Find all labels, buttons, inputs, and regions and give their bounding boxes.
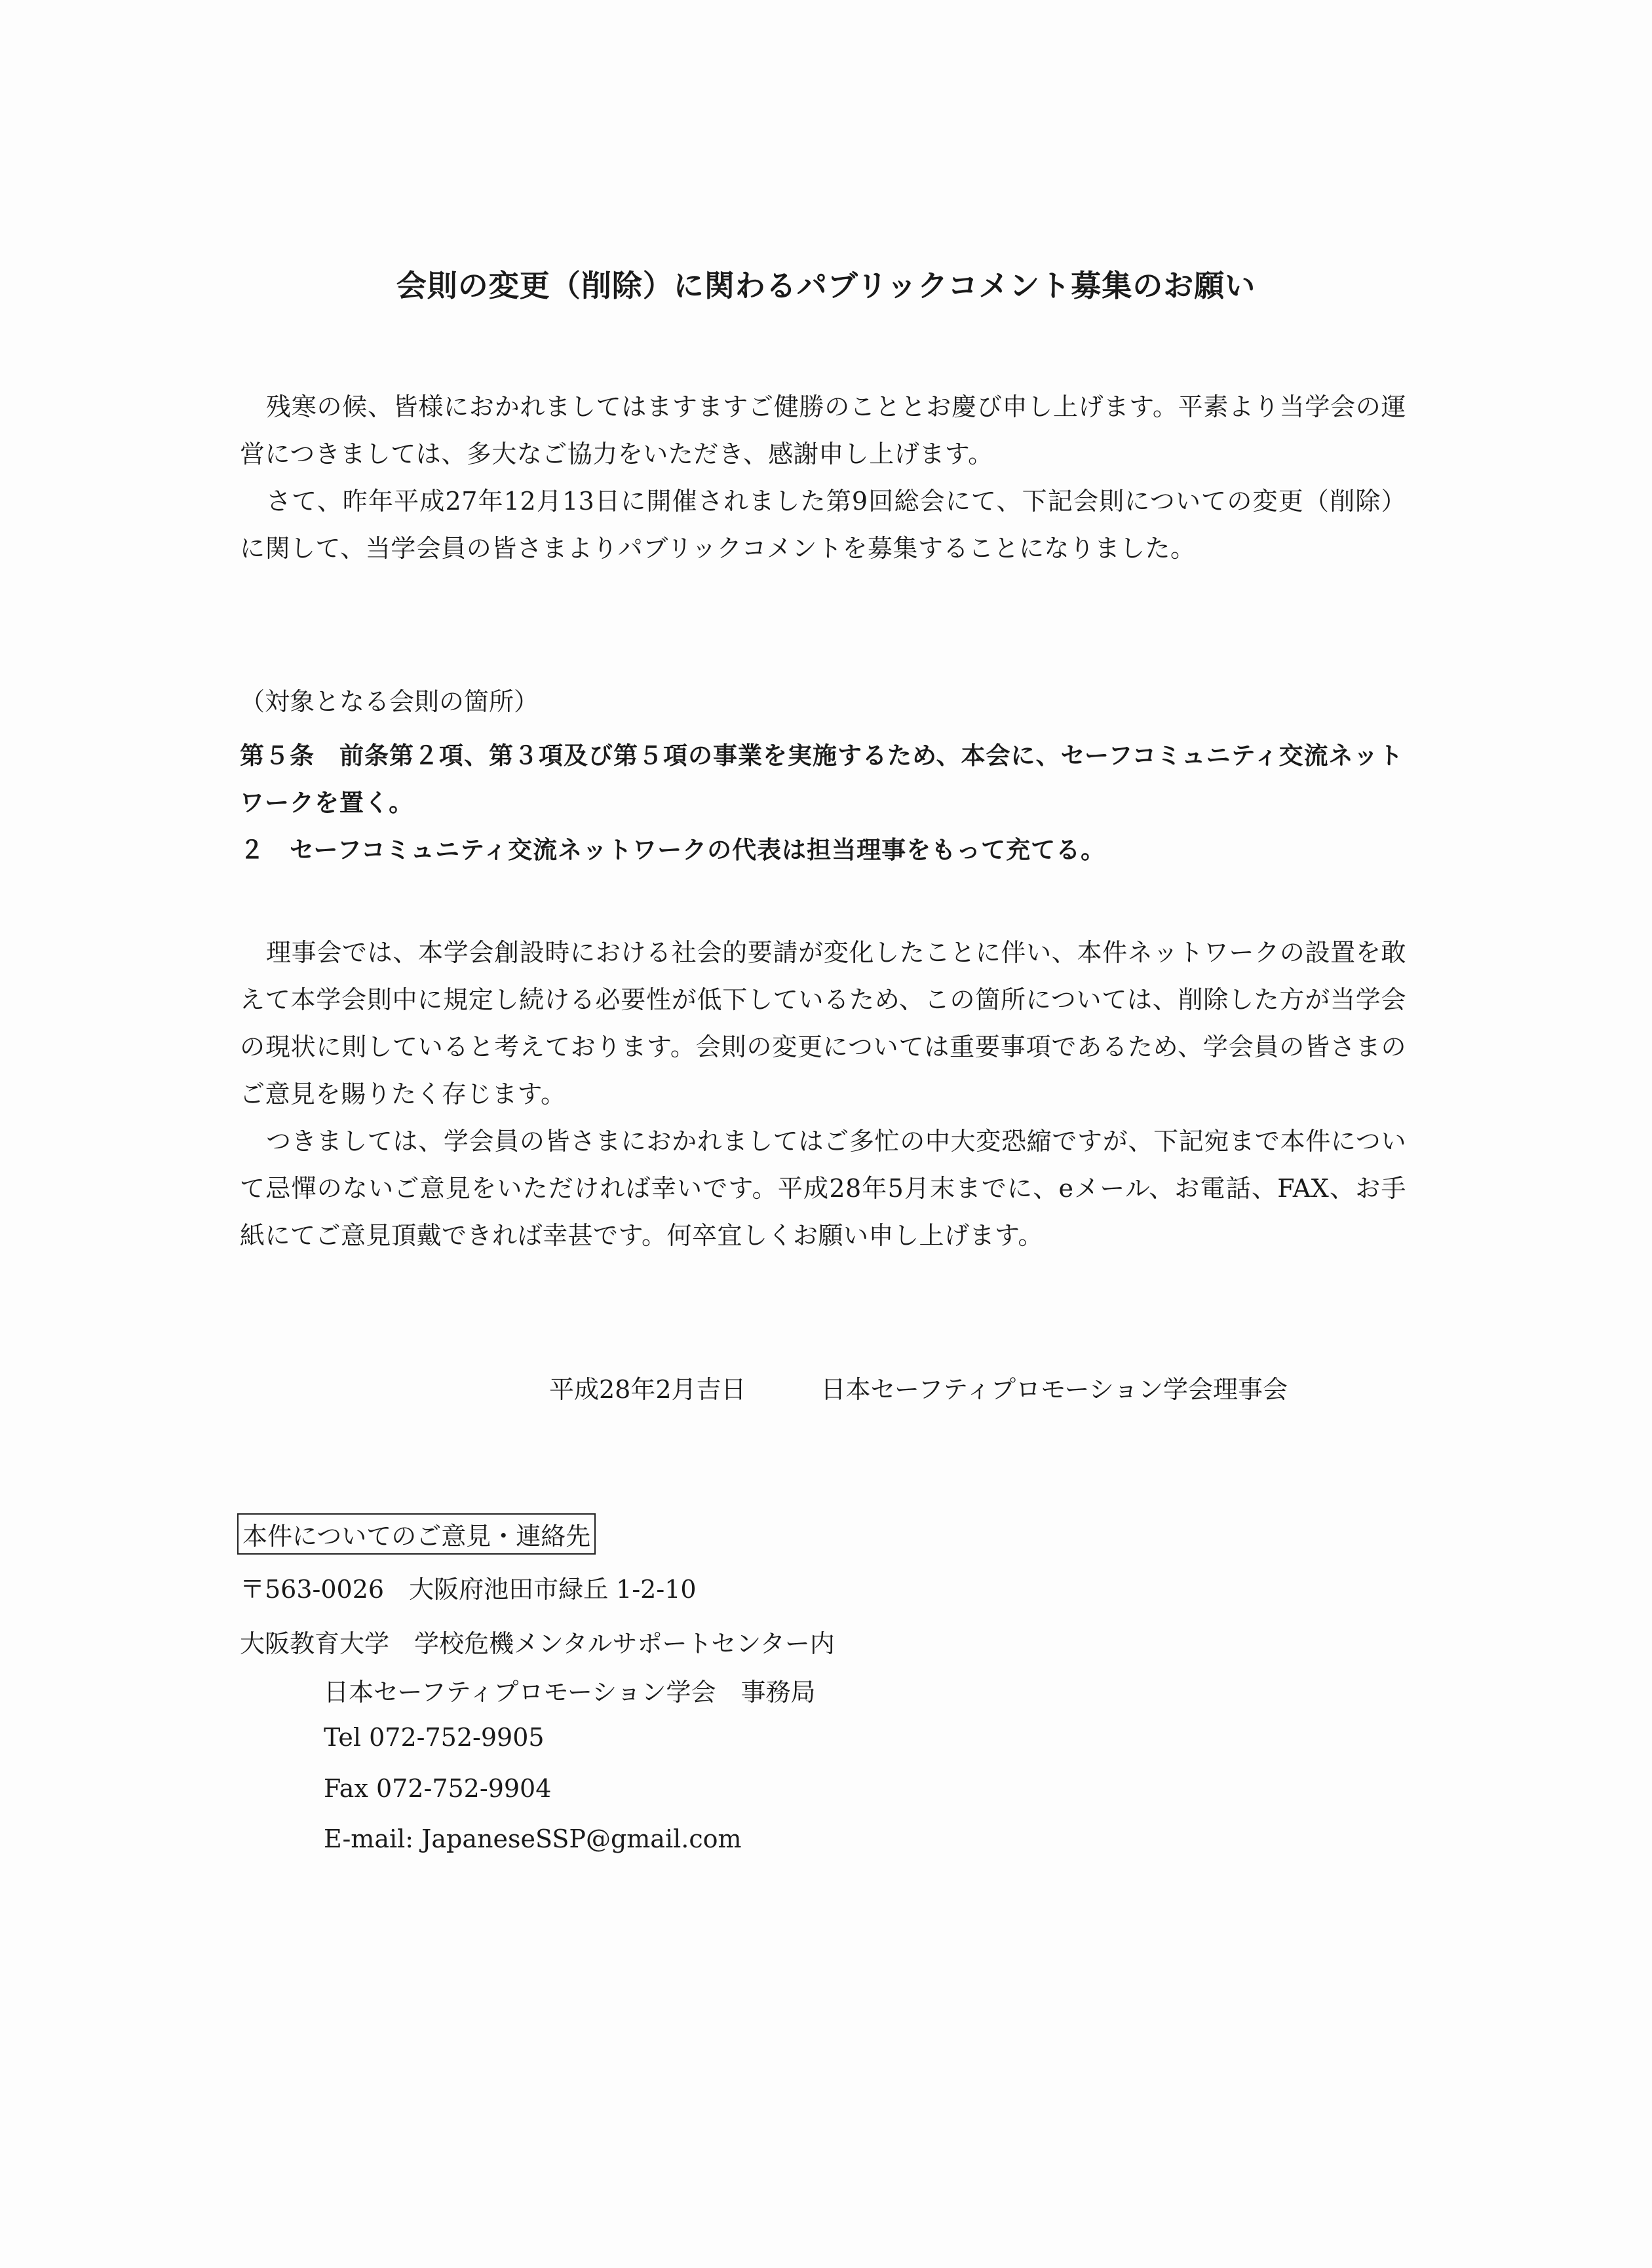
contact-fax: Fax 072-752-9904: [324, 1774, 552, 1803]
board-paragraph-reason: 理事会では、本学会創設時における社会的要請が変化したことに伴い、本件ネットワークの設置を敢えて本学会則中に規定し続ける必要性が低下しているため、この箇所については、削除した方が当学会の現状に則していると考えております。会則の変更については重要事項であるため、学会員の皆さまのご意見を賜りたく存じます。: [240, 938, 1406, 1108]
contact-email[interactable]: E-mail: JapaneseSSP@gmail.com: [324, 1824, 742, 1853]
clause-section-heading: （対象となる会則の箇所）: [240, 687, 539, 716]
article-5-text: 第５条 前条第２項、第３項及び第５項の事業を実施するため、本会に、セーフコミュニティ交流ネットワークを置く。: [240, 742, 1404, 817]
board-section: [240, 929, 1406, 1259]
signature-organization: 日本セーフティプロモーション学会理事会: [820, 1375, 1288, 1404]
contact-center: 大阪教育大学 学校危機メンタルサポートセンター内: [240, 1629, 835, 1658]
board-paragraph-request: つきましては、学会員の皆さまにおかれましてはご多忙の中大変恐縮ですが、下記宛まで本件について忌憚のないご意見をいただければ幸いです。平成28年5月末までに、eメール、お電話、FAX、お手紙にてご意見頂戴できれば幸甚です。何卒宜しくお願い申し上げます。: [240, 1127, 1406, 1250]
contact-tel: Tel 072-752-9905: [324, 1723, 545, 1752]
document-title: 会則の変更（削除）に関わるパブリックコメント募集のお願い: [396, 268, 1256, 303]
intro-section: [240, 383, 1406, 572]
contact-address: 〒563-0026 大阪府池田市緑丘 1-2-10: [240, 1575, 697, 1604]
article-5-paragraph-2-text: ２ セーフコミュニティ交流ネットワークの代表は担当理事をもって充てる。: [240, 836, 1106, 864]
intro-paragraph-greeting: 残寒の候、皆様におかれましてはますますご健勝のこととお慶び申し上げます。平素より当学会の運営につきましては、多大なご協力をいただき、感謝申し上げます。: [240, 392, 1406, 468]
signature-date: 平成28年2月吉日: [549, 1375, 746, 1404]
intro-paragraph-announcement: さて、昨年平成27年12月13日に開催されました第9回総会にて、下記会則についての変更（削除）に関して、当学会員の皆さまよりパブリックコメントを募集することになりました。: [240, 487, 1406, 563]
signature-line: [549, 1369, 1288, 1405]
contact-label: 本件についてのご意見・連絡先: [237, 1513, 596, 1555]
contact-office: 日本セーフティプロモーション学会 事務局: [324, 1678, 816, 1707]
